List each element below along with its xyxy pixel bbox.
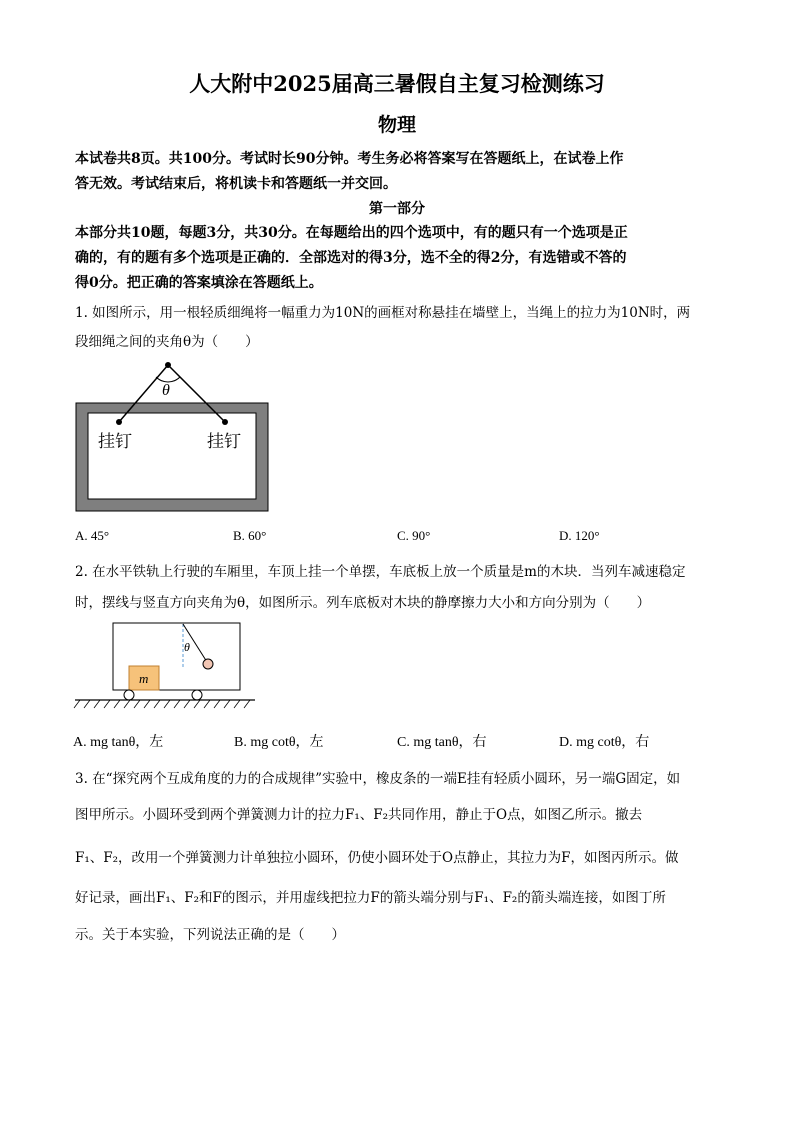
- frame-inner: [88, 413, 256, 499]
- exam-title: 人大附中2025届高三暑假自主复习检测练习: [189, 71, 605, 96]
- q2-line-2: 时，摆线与竖直方向夹角为θ，如图所示。列车底板对木块的静摩擦力大小和方向分别为（ ）: [75, 595, 651, 611]
- part1-line-2: 确的，有的题有多个选项是正确的．全部选对的得3分，选不全的得2分，有选错或不答的: [75, 250, 627, 266]
- nail-right-label: 挂钉: [207, 432, 241, 452]
- q1-option-b: B. 60°: [233, 528, 267, 543]
- q2-train-car-figure: [70, 618, 260, 713]
- q2-angle-label: θ: [184, 640, 190, 654]
- q3-line-4: 好记录，画出F₁、F₂和F的图示，并用虚线把拉力F的箭头端分别与F₁、F₂的箭头端连接，如图丁所: [75, 890, 666, 906]
- q1-option-c: C. 90°: [397, 528, 431, 543]
- q2-option-c: C. mg tanθ，右: [397, 735, 487, 750]
- ground-hatching: [74, 700, 250, 708]
- q3-line-3: F₁、F₂，改用一个弹簧测力计单独拉小圆环，仍使小圆环处于O点静止，其拉力为F，如图丙所示。做: [75, 850, 679, 866]
- q3-line-2: 图甲所示。小圆环受到两个弹簧测力计的拉力F₁、F₂共同作用，静止于O点，如图乙所示。撤去: [75, 807, 643, 823]
- part1-heading: 第一部分: [369, 201, 425, 217]
- wheel-right: [192, 690, 202, 700]
- nail-left-label: 挂钉: [98, 432, 132, 452]
- q2-option-d: D. mg cotθ，右: [559, 735, 650, 750]
- q2-option-b: B. mg cotθ，左: [234, 735, 324, 750]
- q1-line-2: 段细绳之间的夹角θ为（ ）: [75, 334, 259, 350]
- part1-line-1: 本部分共10题，每题3分，共30分。在每题给出的四个选项中，有的题只有一个选项是正: [75, 225, 628, 241]
- nail-right-dot: [222, 419, 228, 425]
- q1-option-d: D. 120°: [559, 528, 600, 543]
- wall-nail: [165, 362, 171, 368]
- q3-line-5: 示。关于本实验，下列说法正确的是（ ）: [75, 927, 345, 943]
- part1-line-3: 得0分。把正确的答案填涂在答题纸上。: [75, 275, 323, 291]
- instructions-line-1: 本试卷共8页。共100分。考试时长90分钟。考生务必将答案写在答题纸上，在试卷上作: [75, 151, 624, 167]
- pendulum-bob: [203, 659, 213, 669]
- nail-left-dot: [116, 419, 122, 425]
- instructions-line-2: 答无效。考试结束后，将机读卡和答题纸一并交回。: [75, 176, 397, 192]
- wheel-left: [124, 690, 134, 700]
- q3-line-1: 3. 在“探究两个互成角度的力的合成规律”实验中，橡皮条的一端E挂有轻质小圆环，另一端G固定，如: [75, 771, 681, 787]
- q1-option-a: A. 45°: [75, 528, 110, 543]
- q2-option-a: A. mg tanθ，左: [73, 735, 164, 750]
- q1-picture-frame-figure: [70, 355, 280, 520]
- q2-line-1: 2. 在水平铁轨上行驶的车厢里，车顶上挂一个单摆，车底板上放一个质量是m的木块．当列车减速稳定: [75, 564, 686, 580]
- q1-angle-label: θ: [162, 382, 170, 399]
- block-mass-label: m: [139, 671, 149, 686]
- q1-line-1: 1. 如图所示，用一根轻质细绳将一幅重力为10N的画框对称悬挂在墙壁上，当绳上的拉力为10N时，两: [75, 305, 691, 321]
- subject-title: 物理: [377, 114, 416, 136]
